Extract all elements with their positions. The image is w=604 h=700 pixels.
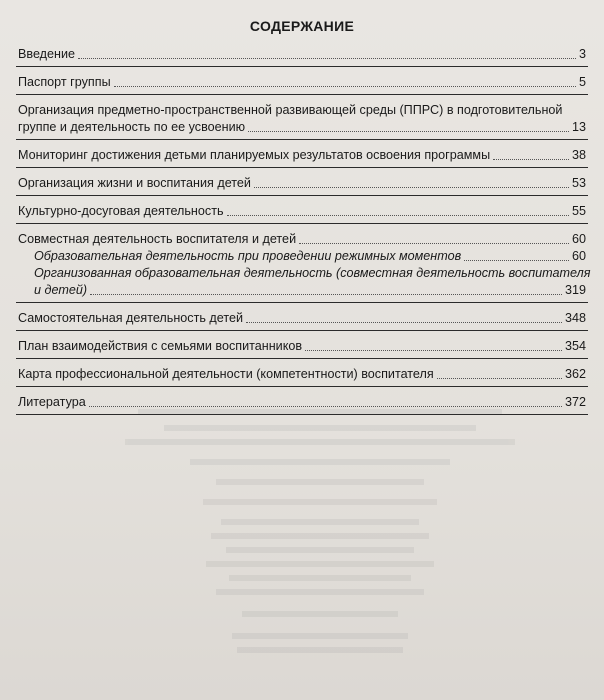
entry-page: 372 [564, 395, 586, 409]
entry-label: План взаимодействия с семьями воспитанников [18, 339, 303, 353]
entry-label: Паспорт группы [18, 75, 111, 89]
toc-subentry-organized[interactable] [18, 282, 586, 299]
toc-entry-ppr-environment[interactable] [16, 95, 588, 140]
dot-leader [114, 86, 576, 87]
toc-entry-independent-activity[interactable] [16, 303, 588, 331]
toc-entry-monitoring[interactable] [16, 140, 588, 168]
dot-leader [246, 322, 562, 323]
entry-page: 38 [571, 148, 586, 162]
dot-leader [254, 187, 569, 188]
entry-page: 60 [571, 232, 586, 246]
entry-label: Карта профессиональной деятельности (компетентности) воспитателя [18, 367, 434, 381]
dot-leader [305, 350, 562, 351]
toc-entry-leisure[interactable] [16, 196, 588, 224]
dot-leader [493, 159, 569, 160]
toc-entry-family-plan[interactable] [16, 331, 588, 359]
toc-entry-literature[interactable] [16, 387, 588, 415]
entry-page: 5 [578, 75, 586, 89]
table-of-contents [16, 44, 591, 415]
dot-leader [437, 378, 562, 379]
toc-title: СОДЕРЖАНИЕ [249, 18, 355, 34]
entry-page: 53 [571, 176, 586, 190]
bleed-through-text [60, 382, 580, 700]
entry-page: 319 [564, 283, 586, 297]
entry-page: 3 [578, 47, 586, 61]
entry-label: Введение [18, 47, 76, 61]
entry-label: Образовательная деятельность при проведении режимных моментов [34, 249, 462, 263]
dot-leader [90, 294, 562, 295]
entry-label: Самостоятельная деятельность детей [18, 311, 244, 325]
entry-label: Совместная деятельность воспитателя и детей [18, 232, 297, 246]
entry-label: Мониторинг достижения детьми планируемых результатов освоения программы [18, 148, 491, 162]
entry-label: Литература [18, 395, 86, 409]
toc-subentry-organized-line1: Организованная образовательная деятельность (совместная деятельность воспитателя [34, 266, 591, 280]
toc-subentry-routine-moments[interactable] [18, 248, 586, 265]
dot-leader [248, 131, 569, 132]
entry-page: 348 [564, 311, 586, 325]
dot-leader [299, 243, 569, 244]
entry-page: 55 [571, 204, 586, 218]
dot-leader [78, 58, 576, 59]
entry-page: 354 [564, 339, 586, 353]
entry-label-line2: группе и деятельность по ее усвоению [18, 120, 246, 134]
entry-label: Организация жизни и воспитания детей [18, 176, 251, 190]
toc-entry-professional-map[interactable] [16, 359, 588, 387]
toc-entry-life-organization[interactable] [16, 168, 588, 196]
dot-leader [89, 406, 562, 407]
entry-page: 60 [571, 249, 586, 263]
entry-page: 362 [564, 367, 586, 381]
entry-page: 13 [571, 120, 586, 134]
entry-label: Культурно-досуговая деятельность [18, 204, 224, 218]
dot-leader [227, 215, 569, 216]
toc-entry-introduction[interactable] [16, 44, 588, 67]
toc-entry-group-passport[interactable] [16, 67, 588, 95]
entry-label-line2: и детей) [34, 283, 88, 297]
dot-leader [464, 260, 569, 261]
entry-label-line1: Организация предметно-пространственной развивающей среды (ППРС) в подготовительной [18, 103, 563, 117]
toc-entry-joint-activity[interactable] [16, 224, 591, 303]
